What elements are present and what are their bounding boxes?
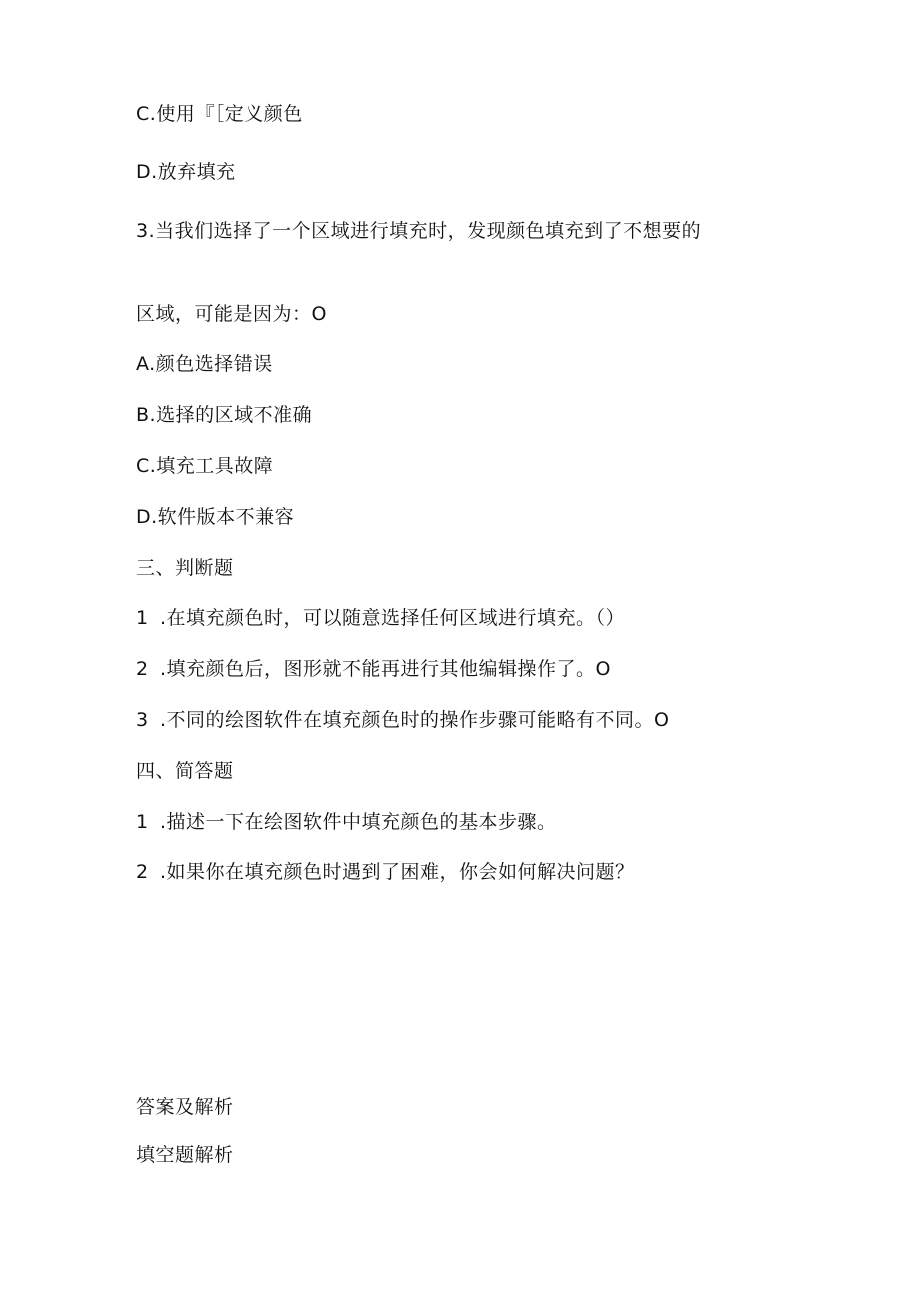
question-3-stem-line1: 3.当我们选择了一个区域进行填充时，发现颜色填充到了不想要的: [136, 220, 702, 242]
section-short-title: 四、简答题: [136, 760, 234, 782]
option-d-line: D.放弃填充: [136, 161, 236, 183]
judge-item-1: [136, 606, 625, 630]
judge-item-number: 2: [136, 658, 149, 680]
judge-item-number: 1: [136, 607, 149, 629]
short-item-1: [136, 810, 557, 834]
judge-item-text: .填充颜色后，图形就不能再进行其他编辑操作了。O: [160, 658, 611, 680]
judge-item-text: .在填充颜色时，可以随意选择任何区域进行填充。（）: [160, 607, 626, 629]
judge-item-text: .不同的绘图软件在填充颜色时的操作步骤可能略有不同。O: [160, 709, 670, 731]
question-3-option-b: B.选择的区域不准确: [136, 404, 313, 426]
answers-subtitle: 填空题解析: [136, 1144, 234, 1166]
short-item-2: [136, 860, 635, 884]
question-3-option-a: A.颜色选择错误: [136, 353, 273, 375]
short-item-text: .如果你在填充颜色时遇到了困难，你会如何解决问题？: [160, 861, 635, 883]
short-item-text: .描述一下在绘图软件中填充颜色的基本步骤。: [160, 811, 557, 833]
question-3-stem-line2: 区域，可能是因为：O: [136, 303, 327, 325]
judge-item-number: 3: [136, 709, 149, 731]
judge-item-3: [136, 708, 670, 732]
question-3-option-c: C.填充工具故障: [136, 455, 274, 477]
short-item-number: 2: [136, 861, 149, 883]
short-item-number: 1: [136, 811, 149, 833]
answers-title: 答案及解析: [136, 1096, 234, 1118]
option-c-line: C.使用『［定义颜色: [136, 103, 303, 125]
section-judge-title: 三、判断题: [136, 557, 234, 579]
judge-item-2: [136, 657, 611, 681]
question-3-option-d: D.软件版本不兼容: [136, 506, 295, 528]
